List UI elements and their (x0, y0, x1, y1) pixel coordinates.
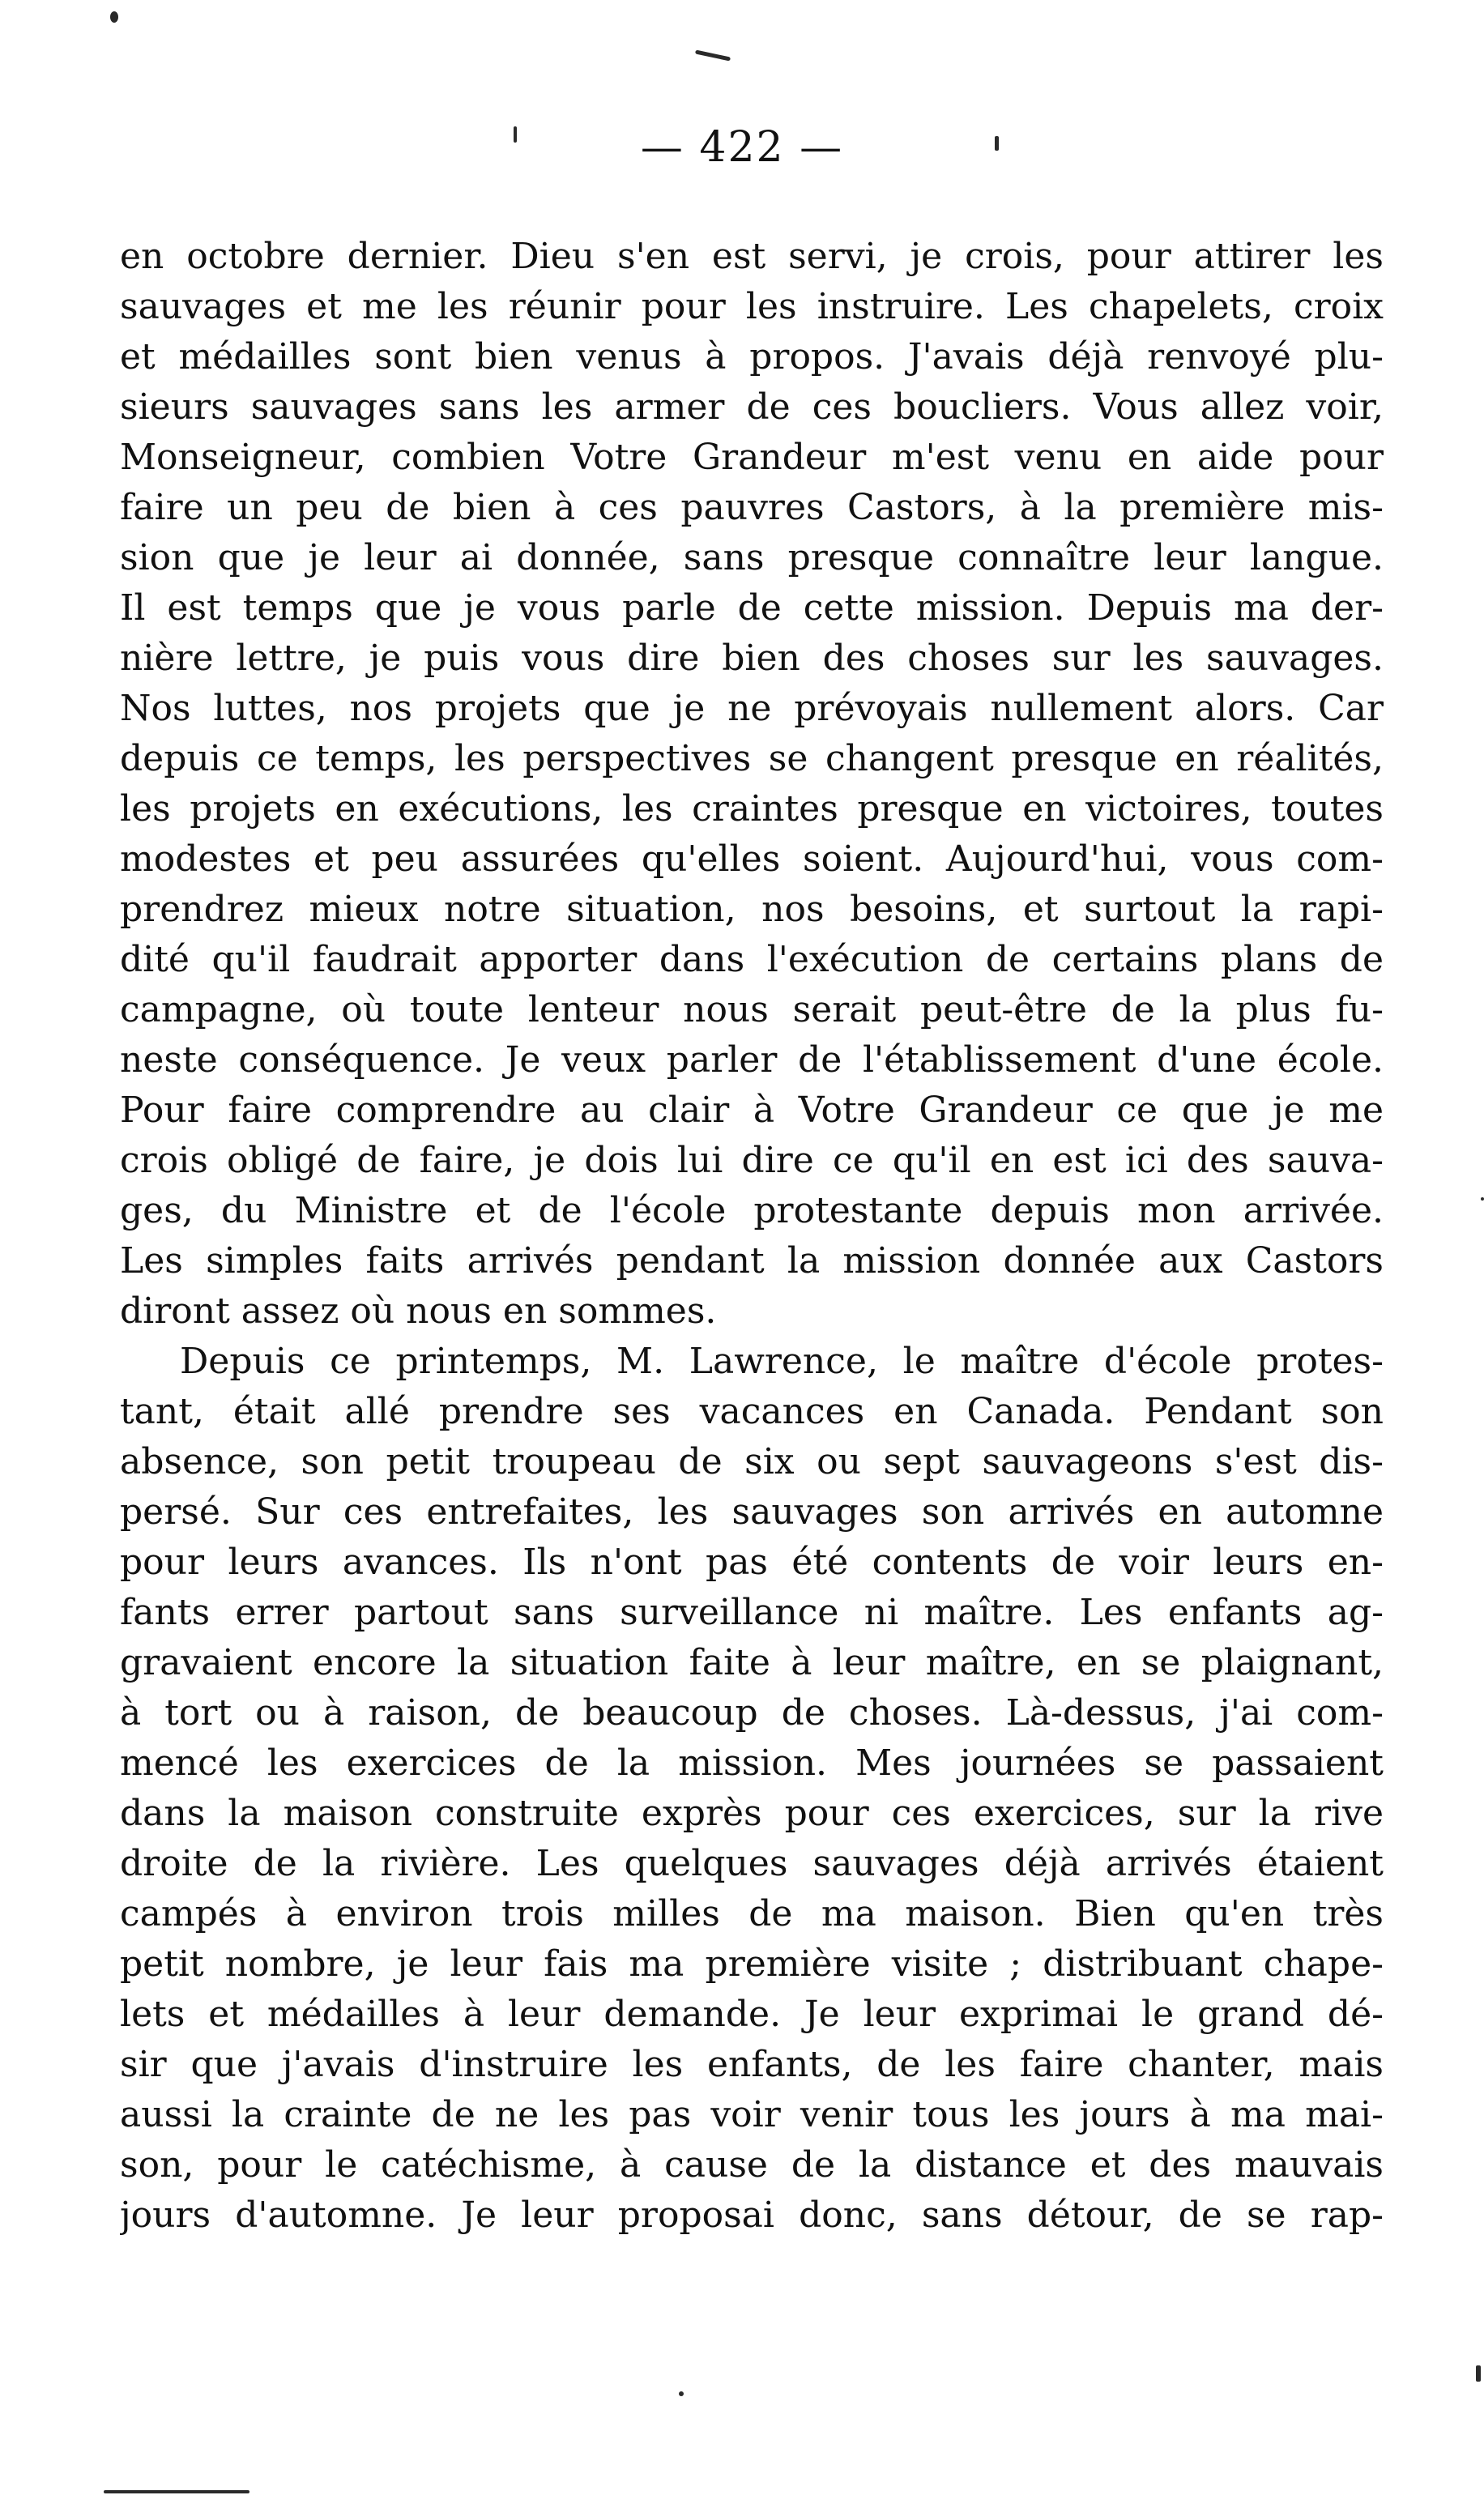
text-line: persé. Sur ces entrefaites, les sauvages son arrivés en automne (120, 1491, 1384, 1533)
text-line: nière lettre, je puis vous dire bien des choses sur les sauvages. (120, 638, 1384, 679)
scan-speck (695, 49, 731, 61)
text-line: sauvages et me les réunir pour les instruire. Les chapelets, croix (120, 286, 1384, 327)
text-line: lets et médailles à leur demande. Je leur exprimai le grand dé- (120, 1994, 1384, 2035)
scan-speck (110, 11, 118, 23)
text-line: jours d'automne. Je leur proposai donc, sans détour, de se rap- (120, 2194, 1384, 2236)
text-line: ges, du Ministre et de l'école protestante depuis mon arrivée. (120, 1190, 1384, 1231)
text-line: faire un peu de bien à ces pauvres Castors, à la première mis- (120, 487, 1384, 528)
text-line: campés à environ trois milles de ma maison. Bien qu'en très (120, 1893, 1384, 1934)
text-line: à tort ou à raison, de beaucoup de choses. Là-dessus, j'ai com- (120, 1692, 1384, 1734)
page-number: — 422 — (640, 123, 844, 172)
text-line: gravaient encore la situation faite à leur maître, en se plaignant, (120, 1642, 1384, 1683)
text-line: fants errer partout sans surveillance ni maître. Les enfants ag- (120, 1592, 1384, 1633)
text-line: dans la maison construite exprès pour ces exercices, sur la rive (120, 1793, 1384, 1834)
text-line: sir que j'avais d'instruire les enfants, de les faire chanter, mais (120, 2044, 1384, 2085)
text-line: Depuis ce printemps, M. Lawrence, le maître d'école protes- (180, 1341, 1384, 1382)
text-line: depuis ce temps, les perspectives se changent presque en réalités, (120, 738, 1384, 779)
text-line: sion que je leur ai donnée, sans presque connaître leur langue. (120, 537, 1384, 578)
text-line: neste conséquence. Je veux parler de l'établissement d'une école. (120, 1039, 1384, 1081)
paragraph-2 (120, 1337, 1384, 2241)
text-line: Nos luttes, nos projets que je ne prévoyais nullement alors. Car (120, 688, 1384, 729)
scan-speck (1476, 2365, 1481, 2382)
text-line: campagne, où toute lenteur nous serait peut-être de la plus fu- (120, 989, 1384, 1030)
text-line: Pour faire comprendre au clair à Votre Grandeur ce que je me (120, 1090, 1384, 1131)
text-line: les projets en exécutions, les craintes presque en victoires, toutes (120, 788, 1384, 830)
text-line: Monseigneur, combien Votre Grandeur m'est venu en aide pour (120, 437, 1384, 478)
text-line: en octobre dernier. Dieu s'en est servi, je crois, pour attirer les (120, 236, 1384, 277)
text-line: pour leurs avances. Ils n'ont pas été contents de voir leurs en- (120, 1542, 1384, 1583)
text-line: et médailles sont bien venus à propos. J'avais déjà renvoyé plu- (120, 336, 1384, 377)
scan-speck (679, 2391, 684, 2396)
text-line: diront assez où nous en sommes. (120, 1290, 717, 1332)
text-line: prendrez mieux notre situation, nos besoins, et surtout la rapi- (120, 889, 1384, 930)
text-line: tant, était allé prendre ses vacances en Canada. Pendant son (120, 1391, 1384, 1432)
text-line: aussi la crainte de ne les pas voir venir tous les jours à ma mai- (120, 2094, 1384, 2135)
text-line: sieurs sauvages sans les armer de ces boucliers. Vous allez voir, (120, 386, 1384, 428)
text-line: crois obligé de faire, je dois lui dire ce qu'il en est ici des sauva- (120, 1140, 1384, 1181)
text-line: mencé les exercices de la mission. Mes journées se passaient (120, 1742, 1384, 1784)
text-line: dité qu'il faudrait apporter dans l'exécution de certains plans de (120, 939, 1384, 980)
body-text (120, 232, 1384, 2241)
text-line: Il est temps que je vous parle de cette mission. Depuis ma der- (120, 587, 1384, 629)
text-line: droite de la rivière. Les quelques sauvages déjà arrivés étaient (120, 1843, 1384, 1884)
scan-speck (104, 2490, 249, 2493)
text-line: petit nombre, je leur fais ma première visite ; distribuant chape- (120, 1943, 1384, 1985)
text-line: Les simples faits arrivés pendant la mission donnée aux Castors (120, 1240, 1384, 1282)
text-line: absence, son petit troupeau de six ou sept sauvageons s'est dis- (120, 1441, 1384, 1482)
paragraph-1 (120, 232, 1384, 1337)
scan-speck (1481, 1197, 1484, 1201)
text-line: son, pour le catéchisme, à cause de la distance et des mauvais (120, 2144, 1384, 2186)
text-line: modestes et peu assurées qu'elles soient. Aujourd'hui, vous com- (120, 838, 1384, 880)
